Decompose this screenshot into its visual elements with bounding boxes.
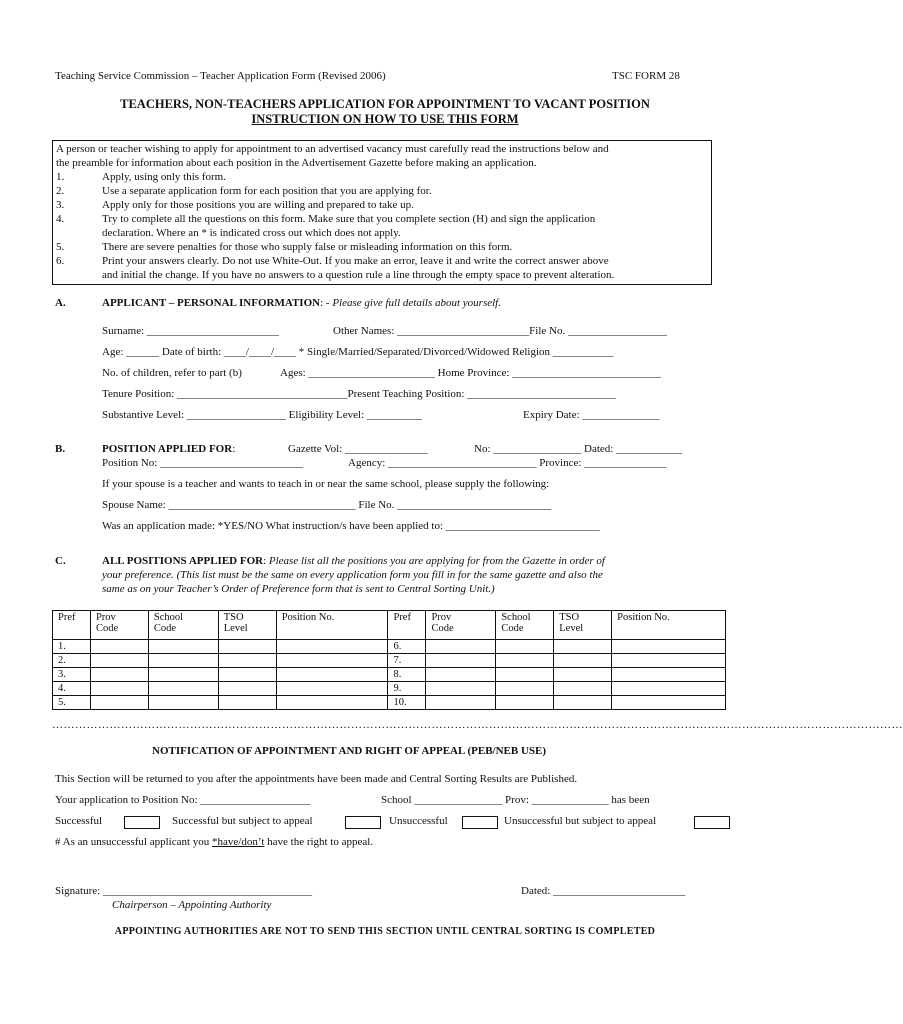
table-row — [53, 640, 726, 654]
unsuccessful-checkbox[interactable] — [462, 816, 498, 829]
table-cell[interactable] — [218, 640, 276, 654]
pref-number: 6. — [388, 640, 426, 654]
table-cell[interactable] — [148, 696, 218, 710]
application-position-field[interactable]: Your application to Position No: ____________________ — [55, 794, 311, 806]
table-cell[interactable] — [90, 682, 148, 696]
form-header-title: Teaching Service Commission – Teacher Application Form (Revised 2006) — [55, 70, 386, 82]
table-cell[interactable] — [554, 696, 612, 710]
surname-field[interactable]: Surname: ________________________ — [102, 325, 279, 337]
table-header-row — [53, 611, 726, 640]
section-c-note-3: same as on your Teacher’s Order of Preference form that is sent to Central Sorting Unit.) — [102, 583, 495, 595]
instructions-intro-1: A person or teacher wishing to apply for appointment to an advertised vacancy must carefully read the instructions below and — [56, 143, 609, 155]
gazette-no-dated-field[interactable]: No: ________________ Dated: ____________ — [474, 443, 683, 455]
table-cell[interactable] — [90, 696, 148, 710]
section-c-note-1: Please list all the positions you are applying for from the Gazette in order of — [268, 555, 605, 567]
age-dob-field[interactable]: Age: ______ Date of birth: ____/____/____ * Single/Married/Separated/Divorced/Widowed Religion ___________ — [102, 346, 614, 358]
instruction-num: 5. — [56, 241, 65, 253]
col-header-tso-level: TSO Level — [218, 611, 276, 640]
table-cell[interactable] — [148, 668, 218, 682]
table-cell[interactable] — [276, 668, 388, 682]
table-cell[interactable] — [554, 668, 612, 682]
unsuccessful-subject-label: Unsuccessful but subject to appeal — [504, 815, 657, 827]
form-title: TEACHERS, NON-TEACHERS APPLICATION FOR APPOINTMENT TO VACANT POSITION — [120, 97, 650, 111]
col-header-pref: Pref — [388, 611, 426, 640]
table-cell[interactable] — [612, 682, 726, 696]
table-cell[interactable] — [148, 654, 218, 668]
substantive-field[interactable]: Substantive Level: __________________ Eligibility Level: __________ — [102, 409, 422, 421]
table-cell[interactable] — [90, 640, 148, 654]
table-cell[interactable] — [426, 668, 496, 682]
table-cell[interactable] — [218, 668, 276, 682]
notification-returned: This Section will be returned to you after the appointments have been made and Central Sorting Results are Published. — [55, 773, 578, 785]
col-header-tso-level: TSO Level — [554, 611, 612, 640]
appeal-right-choice[interactable]: *have/don’t — [212, 836, 265, 848]
table-cell[interactable] — [612, 640, 726, 654]
instruction-text: There are severe penalties for those who supply false or misleading information on this form. — [102, 241, 513, 253]
section-c-heading-sep: : — [263, 555, 269, 567]
section-b-heading-line — [102, 443, 235, 455]
table-cell[interactable] — [612, 668, 726, 682]
table-cell[interactable] — [554, 640, 612, 654]
col-header-prov-code: Prov Code — [90, 611, 148, 640]
instruction-num: 6. — [56, 255, 65, 267]
instruction-num: 4. — [56, 213, 65, 225]
table-cell[interactable] — [496, 654, 554, 668]
table-cell[interactable] — [276, 696, 388, 710]
table-cell[interactable] — [496, 640, 554, 654]
appeal-right-line — [55, 836, 373, 848]
section-c-note-2: your preference. (This list must be the same on every application form you fill in for the same gazette and also the — [102, 569, 603, 581]
table-cell[interactable] — [554, 654, 612, 668]
pref-number: 9. — [388, 682, 426, 696]
instruction-text: Apply only for those positions you are willing and prepared to take up. — [102, 199, 414, 211]
instruction-text: Try to complete all the questions on this form. Make sure that you complete section (H) and sign the application — [102, 213, 596, 225]
table-cell[interactable] — [218, 654, 276, 668]
col-header-school-code: School Code — [496, 611, 554, 640]
instruction-text: and initial the change. If you have no answers to a question rule a line through the empty space to prevent alteration. — [102, 269, 615, 281]
pref-number: 5. — [53, 696, 91, 710]
successful-label: Successful — [55, 815, 103, 827]
table-cell[interactable] — [148, 640, 218, 654]
instruction-text: Print your answers clearly. Do not use White-Out. If you make an error, leave it and write the correct answer above — [102, 255, 609, 267]
col-header-position-no: Position No. — [612, 611, 726, 640]
instruction-num: 2. — [56, 185, 65, 197]
table-cell[interactable] — [426, 696, 496, 710]
section-a-note: Please give full details about yourself. — [332, 297, 501, 309]
instruction-num: 3. — [56, 199, 65, 211]
pref-number: 3. — [53, 668, 91, 682]
table-cell[interactable] — [276, 654, 388, 668]
expiry-field[interactable]: Expiry Date: ______________ — [523, 409, 660, 421]
instruction-text: Use a separate application form for each position that you are applying for. — [102, 185, 432, 197]
section-b-heading: POSITION APPLIED FOR — [102, 443, 233, 455]
section-c-letter: C. — [55, 555, 66, 567]
signature-field[interactable]: Signature: ______________________________________ — [55, 885, 312, 897]
table-cell[interactable] — [218, 682, 276, 696]
table-cell[interactable] — [612, 696, 726, 710]
table-cell[interactable] — [554, 682, 612, 696]
section-b-letter: B. — [55, 443, 66, 455]
instruction-text: Apply, using only this form. — [102, 171, 226, 183]
successful-checkbox[interactable] — [124, 816, 160, 829]
section-a-heading: APPLICANT – PERSONAL INFORMATION — [102, 297, 321, 309]
application-made-field[interactable]: Was an application made: *YES/NO What instruction/s have been applied to: ____________________________ — [102, 520, 600, 532]
table-row — [53, 668, 726, 682]
col-header-school-code: School Code — [148, 611, 218, 640]
section-a-letter: A. — [55, 297, 66, 309]
signature-role: Chairperson – Appointing Authority — [112, 899, 272, 911]
table-cell[interactable] — [496, 696, 554, 710]
appeal-right-prefix: # As an unsuccessful applicant you — [55, 836, 213, 848]
table-cell[interactable] — [496, 682, 554, 696]
dated-field[interactable]: Dated: ________________________ — [521, 885, 686, 897]
section-a-heading-sep: : - — [320, 297, 333, 309]
positions-table — [52, 610, 726, 710]
spouse-question: If your spouse is a teacher and wants to teach in or near the same school, please supply the following: — [102, 478, 550, 490]
successful-subject-label: Successful but subject to appeal — [172, 815, 313, 827]
table-row — [53, 696, 726, 710]
table-cell[interactable] — [276, 640, 388, 654]
gazette-vol-field[interactable]: Gazette Vol: _______________ — [288, 443, 428, 455]
table-row — [53, 654, 726, 668]
unsuccessful-subject-checkbox[interactable] — [694, 816, 730, 829]
col-header-position-no: Position No. — [276, 611, 388, 640]
notification-title: NOTIFICATION OF APPOINTMENT AND RIGHT OF APPEAL (PEB/NEB USE) — [152, 745, 547, 757]
dotted-separator: …………………………………………………………………………………………………………………………………………………………………………………………………… — [52, 719, 903, 731]
pref-number: 4. — [53, 682, 91, 696]
agency-province-field[interactable]: Agency: ___________________________ Province: _______________ — [348, 457, 667, 469]
children-label: No. of children, refer to part (b) — [102, 367, 242, 379]
table-cell[interactable] — [276, 682, 388, 696]
footer-warning: APPOINTING AUTHORITIES ARE NOT TO SEND THIS SECTION UNTIL CENTRAL SORTING IS COMPLETED — [114, 926, 656, 937]
ages-province-field[interactable]: Ages: _______________________ Home Province: ___________________________ — [280, 367, 661, 379]
section-b-heading-sep: : — [232, 443, 236, 455]
tenure-field[interactable]: Tenure Position: _______________________________Present Teaching Position: ___________________________ — [102, 388, 616, 400]
spouse-name-field[interactable]: Spouse Name: __________________________________ File No. ____________________________ — [102, 499, 552, 511]
table-cell[interactable] — [148, 682, 218, 696]
instructions-intro-2: the preamble for information about each position in the Advertisement Gazette before making an application. — [56, 157, 537, 169]
table-cell[interactable] — [426, 654, 496, 668]
table-cell[interactable] — [496, 668, 554, 682]
pref-number: 2. — [53, 654, 91, 668]
section-c-heading-line — [102, 555, 605, 567]
unsuccessful-label: Unsuccessful — [389, 815, 448, 827]
table-cell[interactable] — [90, 668, 148, 682]
table-cell[interactable] — [90, 654, 148, 668]
table-cell[interactable] — [612, 654, 726, 668]
appeal-right-suffix: have the right to appeal. — [264, 836, 374, 848]
pref-number: 10. — [388, 696, 426, 710]
school-prov-field[interactable]: School ________________ Prov: ______________ has been — [381, 794, 650, 806]
col-header-prov-code: Prov Code — [426, 611, 496, 640]
other-names-field[interactable]: Other Names: ________________________File No. __________________ — [333, 325, 667, 337]
table-row — [53, 682, 726, 696]
pref-number: 8. — [388, 668, 426, 682]
form-number: TSC FORM 28 — [612, 70, 680, 82]
table-cell[interactable] — [426, 682, 496, 696]
pref-number: 1. — [53, 640, 91, 654]
instruction-text: declaration. Where an * is indicated cross out which does not apply. — [102, 227, 401, 239]
section-c-heading: ALL POSITIONS APPLIED FOR — [102, 555, 264, 567]
pref-number: 7. — [388, 654, 426, 668]
instruction-num: 1. — [56, 171, 65, 183]
table-cell[interactable] — [218, 696, 276, 710]
position-no-field[interactable]: Position No: __________________________ — [102, 457, 304, 469]
section-a-heading-line — [102, 297, 501, 309]
successful-subject-checkbox[interactable] — [345, 816, 381, 829]
col-header-pref: Pref — [53, 611, 91, 640]
form-subtitle: INSTRUCTION ON HOW TO USE THIS FORM — [251, 112, 519, 126]
table-cell[interactable] — [426, 640, 496, 654]
